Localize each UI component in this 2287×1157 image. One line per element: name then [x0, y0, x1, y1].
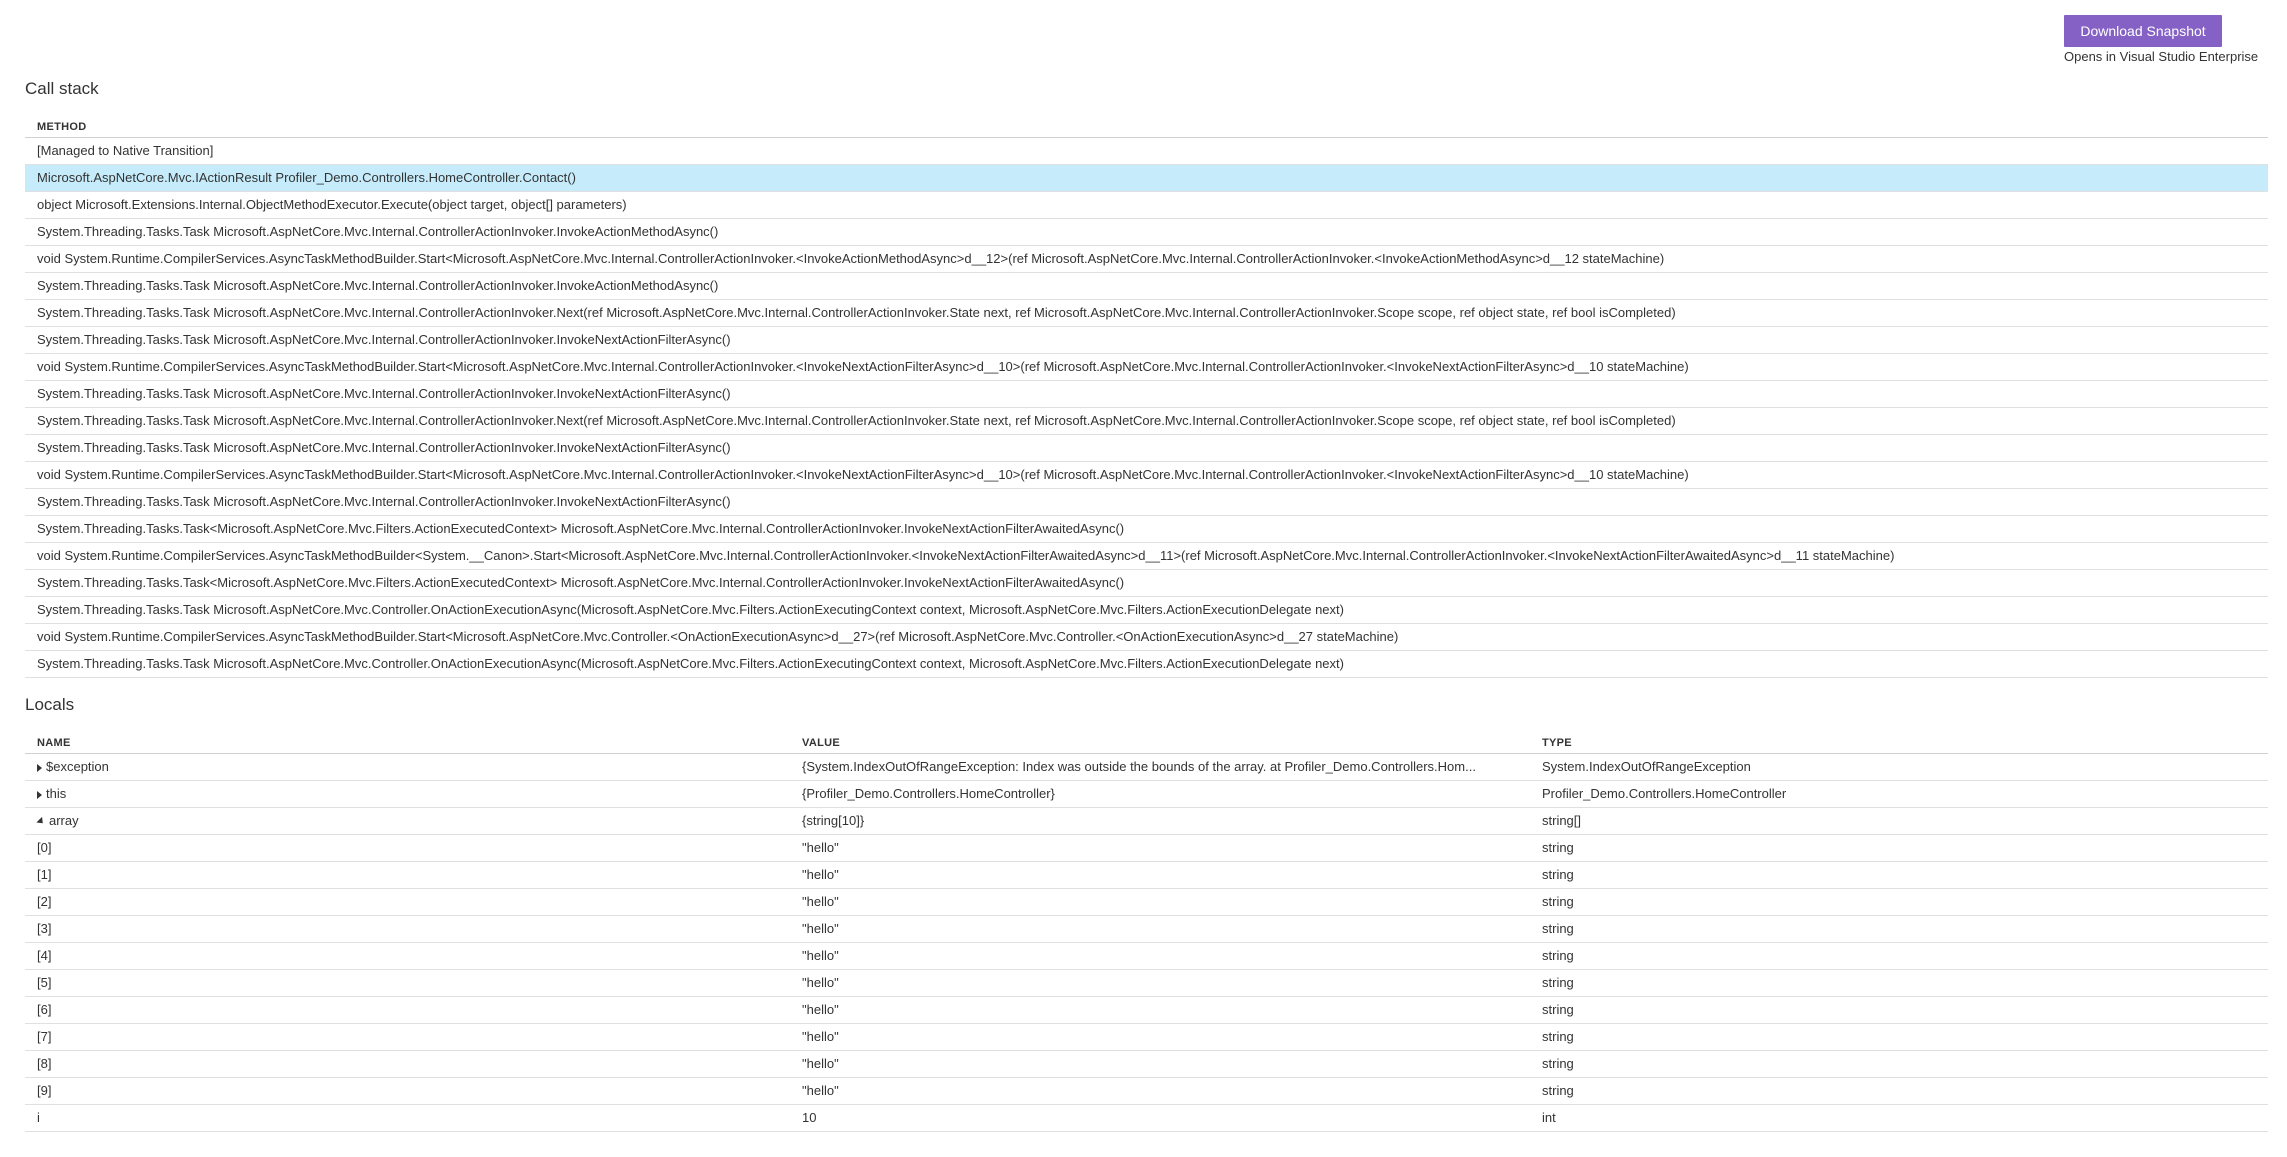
callstack-method: void System.Runtime.CompilerServices.AsyncTaskMethodBuilder<System.__Canon>.Start<Microsoft.AspNetCore.Mvc.Internal.ControllerActionInvoker.<InvokeNextActionFilterAwaitedAsync>d__11>(ref Microsoft.AspNetCore.Mvc.Internal.ControllerActionInvoker.<InvokeNextActionFilterAwaitedAsync>d__11 stateMachine) — [25, 542, 2268, 569]
local-type: string — [1530, 996, 2268, 1023]
local-value: "hello" — [790, 1077, 1530, 1104]
callstack-row[interactable] — [25, 326, 2268, 353]
value-column-header[interactable]: VALUE — [790, 727, 1530, 753]
local-name-cell — [25, 780, 790, 807]
callstack-method: System.Threading.Tasks.Task Microsoft.AspNetCore.Mvc.Internal.ControllerActionInvoker.InvokeNextActionFilterAsync() — [25, 326, 2268, 353]
local-value: 10 — [790, 1104, 1530, 1131]
name-column-header[interactable]: NAME — [25, 727, 790, 753]
locals-row[interactable] — [25, 834, 2268, 861]
local-value: "hello" — [790, 942, 1530, 969]
local-type: string — [1530, 969, 2268, 996]
callstack-method: [Managed to Native Transition] — [25, 137, 2268, 164]
callstack-row[interactable] — [25, 380, 2268, 407]
local-type: string[] — [1530, 807, 2268, 834]
callstack-method: System.Threading.Tasks.Task Microsoft.AspNetCore.Mvc.Internal.ControllerActionInvoker.InvokeActionMethodAsync() — [25, 218, 2268, 245]
type-column-header[interactable]: TYPE — [1530, 727, 2268, 753]
callstack-method: System.Threading.Tasks.Task Microsoft.AspNetCore.Mvc.Internal.ControllerActionInvoker.Next(ref Microsoft.AspNetCore.Mvc.Internal.ControllerActionInvoker.State next, ref Microsoft.AspNetCore.Mvc.Internal.ControllerActionInvoker.Scope scope, ref object state, ref bool isCompleted) — [25, 299, 2268, 326]
local-value: "hello" — [790, 915, 1530, 942]
local-name-cell — [25, 1023, 790, 1050]
callstack-row[interactable] — [25, 299, 2268, 326]
local-value: "hello" — [790, 1050, 1530, 1077]
local-name: $exception — [46, 759, 109, 774]
local-value: {string[10]} — [790, 807, 1530, 834]
local-value: {Profiler_Demo.Controllers.HomeController} — [790, 780, 1530, 807]
local-name: [6] — [37, 1002, 52, 1017]
local-name-cell — [25, 969, 790, 996]
callstack-table — [25, 111, 2268, 678]
local-name: [3] — [37, 921, 52, 936]
local-name: array — [49, 813, 79, 828]
callstack-row[interactable] — [25, 542, 2268, 569]
callstack-method: void System.Runtime.CompilerServices.AsyncTaskMethodBuilder.Start<Microsoft.AspNetCore.Mvc.Controller.<OnActionExecutionAsync>d__27>(ref Microsoft.AspNetCore.Mvc.Controller.<OnActionExecutionAsync>d__27 stateMachine) — [25, 623, 2268, 650]
locals-title: Locals — [25, 695, 75, 714]
callstack-row[interactable] — [25, 569, 2268, 596]
callstack-method: System.Threading.Tasks.Task<Microsoft.AspNetCore.Mvc.Filters.ActionExecutedContext> Microsoft.AspNetCore.Mvc.Internal.ControllerActionInvoker.InvokeNextActionFilterAwaitedAsync() — [25, 569, 2268, 596]
local-type: string — [1530, 915, 2268, 942]
local-name-cell — [25, 861, 790, 888]
callstack-header-row — [25, 111, 2268, 137]
local-type: string — [1530, 1077, 2268, 1104]
local-name-cell — [25, 1050, 790, 1077]
local-type: string — [1530, 861, 2268, 888]
local-name: [8] — [37, 1056, 52, 1071]
local-type: System.IndexOutOfRangeException — [1530, 753, 2268, 780]
callstack-method: System.Threading.Tasks.Task Microsoft.AspNetCore.Mvc.Internal.ControllerActionInvoker.InvokeNextActionFilterAsync() — [25, 434, 2268, 461]
locals-row[interactable] — [25, 969, 2268, 996]
download-note: Opens in Visual Studio Enterprise — [2064, 49, 2259, 64]
locals-row[interactable] — [25, 915, 2268, 942]
local-value: "hello" — [790, 861, 1530, 888]
callstack-method: System.Threading.Tasks.Task Microsoft.AspNetCore.Mvc.Internal.ControllerActionInvoker.InvokeActionMethodAsync() — [25, 272, 2268, 299]
callstack-row[interactable] — [25, 650, 2268, 677]
locals-row[interactable] — [25, 753, 2268, 780]
local-type: string — [1530, 1023, 2268, 1050]
locals-row[interactable] — [25, 1050, 2268, 1077]
local-name-cell — [25, 888, 790, 915]
local-name-cell — [25, 1104, 790, 1131]
locals-row[interactable] — [25, 861, 2268, 888]
local-type: int — [1530, 1104, 2268, 1131]
callstack-method: void System.Runtime.CompilerServices.AsyncTaskMethodBuilder.Start<Microsoft.AspNetCore.Mvc.Internal.ControllerActionInvoker.<InvokeActionMethodAsync>d__12>(ref Microsoft.AspNetCore.Mvc.Internal.ControllerActionInvoker.<InvokeActionMethodAsync>d__12 stateMachine) — [25, 245, 2268, 272]
local-name-cell — [25, 915, 790, 942]
callstack-row[interactable] — [25, 461, 2268, 488]
callstack-row[interactable] — [25, 272, 2268, 299]
callstack-method: System.Threading.Tasks.Task Microsoft.AspNetCore.Mvc.Internal.ControllerActionInvoker.InvokeNextActionFilterAsync() — [25, 488, 2268, 515]
local-type: string — [1530, 834, 2268, 861]
callstack-row[interactable] — [25, 596, 2268, 623]
callstack-method: System.Threading.Tasks.Task Microsoft.AspNetCore.Mvc.Internal.ControllerActionInvoker.Next(ref Microsoft.AspNetCore.Mvc.Internal.ControllerActionInvoker.State next, ref Microsoft.AspNetCore.Mvc.Internal.ControllerActionInvoker.Scope scope, ref object state, ref bool isCompleted) — [25, 407, 2268, 434]
local-type: Profiler_Demo.Controllers.HomeController — [1530, 780, 2268, 807]
callstack-method: void System.Runtime.CompilerServices.AsyncTaskMethodBuilder.Start<Microsoft.AspNetCore.Mvc.Internal.ControllerActionInvoker.<InvokeNextActionFilterAsync>d__10>(ref Microsoft.AspNetCore.Mvc.Internal.ControllerActionInvoker.<InvokeNextActionFilterAsync>d__10 stateMachine) — [25, 353, 2268, 380]
callstack-row[interactable] — [25, 488, 2268, 515]
local-name: [5] — [37, 975, 52, 990]
local-type: string — [1530, 942, 2268, 969]
collapse-icon[interactable] — [36, 817, 45, 826]
callstack-row[interactable] — [25, 623, 2268, 650]
local-name: i — [37, 1110, 40, 1125]
local-name: [4] — [37, 948, 52, 963]
expand-icon[interactable] — [37, 764, 42, 772]
locals-table — [25, 727, 2268, 1132]
download-snapshot-button[interactable]: Download Snapshot — [2064, 15, 2222, 47]
callstack-method: System.Threading.Tasks.Task Microsoft.AspNetCore.Mvc.Controller.OnActionExecutionAsync(Microsoft.AspNetCore.Mvc.Filters.ActionExecutingContext context, Microsoft.AspNetCore.Mvc.Filters.ActionExecutionDelegate next) — [25, 650, 2268, 677]
locals-row[interactable] — [25, 780, 2268, 807]
callstack-row[interactable] — [25, 434, 2268, 461]
callstack-method: System.Threading.Tasks.Task Microsoft.AspNetCore.Mvc.Controller.OnActionExecutionAsync(Microsoft.AspNetCore.Mvc.Filters.ActionExecutingContext context, Microsoft.AspNetCore.Mvc.Filters.ActionExecutionDelegate next) — [25, 596, 2268, 623]
locals-row[interactable] — [25, 888, 2268, 915]
locals-row[interactable] — [25, 996, 2268, 1023]
expand-icon[interactable] — [37, 791, 42, 799]
callstack-method: System.Threading.Tasks.Task<Microsoft.AspNetCore.Mvc.Filters.ActionExecutedContext> Microsoft.AspNetCore.Mvc.Internal.ControllerActionInvoker.InvokeNextActionFilterAwaitedAsync() — [25, 515, 2268, 542]
local-value: "hello" — [790, 996, 1530, 1023]
local-value: "hello" — [790, 969, 1530, 996]
callstack-method: System.Threading.Tasks.Task Microsoft.AspNetCore.Mvc.Internal.ControllerActionInvoker.InvokeNextActionFilterAsync() — [25, 380, 2268, 407]
local-name: [1] — [37, 867, 52, 882]
callstack-method: object Microsoft.Extensions.Internal.ObjectMethodExecutor.Execute(object target, object[] parameters) — [25, 191, 2268, 218]
locals-row[interactable] — [25, 1077, 2268, 1104]
local-name-cell — [25, 942, 790, 969]
callstack-row[interactable] — [25, 515, 2268, 542]
local-name: this — [46, 786, 67, 801]
callstack-row[interactable] — [25, 245, 2268, 272]
callstack-row[interactable] — [25, 353, 2268, 380]
locals-row[interactable] — [25, 807, 2268, 834]
local-name-cell — [25, 834, 790, 861]
locals-row[interactable] — [25, 1104, 2268, 1131]
local-name: [2] — [37, 894, 52, 909]
callstack-method: void System.Runtime.CompilerServices.AsyncTaskMethodBuilder.Start<Microsoft.AspNetCore.Mvc.Internal.ControllerActionInvoker.<InvokeNextActionFilterAsync>d__10>(ref Microsoft.AspNetCore.Mvc.Internal.ControllerActionInvoker.<InvokeNextActionFilterAsync>d__10 stateMachine) — [25, 461, 2268, 488]
callstack-row[interactable] — [25, 137, 2268, 164]
method-column-header[interactable]: METHOD — [25, 111, 2268, 137]
local-name-cell — [25, 1077, 790, 1104]
local-type: string — [1530, 888, 2268, 915]
locals-row[interactable] — [25, 942, 2268, 969]
callstack-row[interactable] — [25, 191, 2268, 218]
local-name-cell — [25, 753, 790, 780]
callstack-row[interactable] — [25, 218, 2268, 245]
local-type: string — [1530, 1050, 2268, 1077]
local-value: {System.IndexOutOfRangeException: Index was outside the bounds of the array. at Profiler_Demo.Controllers.Hom... — [790, 753, 1530, 780]
callstack-title: Call stack — [25, 79, 99, 98]
callstack-row[interactable] — [25, 164, 2268, 191]
locals-row[interactable] — [25, 1023, 2268, 1050]
callstack-method: Microsoft.AspNetCore.Mvc.IActionResult Profiler_Demo.Controllers.HomeController.Contact() — [25, 164, 2268, 191]
local-name: [7] — [37, 1029, 52, 1044]
local-name-cell — [25, 807, 790, 834]
local-value: "hello" — [790, 888, 1530, 915]
local-value: "hello" — [790, 834, 1530, 861]
callstack-row[interactable] — [25, 407, 2268, 434]
local-name: [0] — [37, 840, 52, 855]
local-value: "hello" — [790, 1023, 1530, 1050]
locals-header-row — [25, 727, 2268, 753]
local-name: [9] — [37, 1083, 52, 1098]
local-name-cell — [25, 996, 790, 1023]
